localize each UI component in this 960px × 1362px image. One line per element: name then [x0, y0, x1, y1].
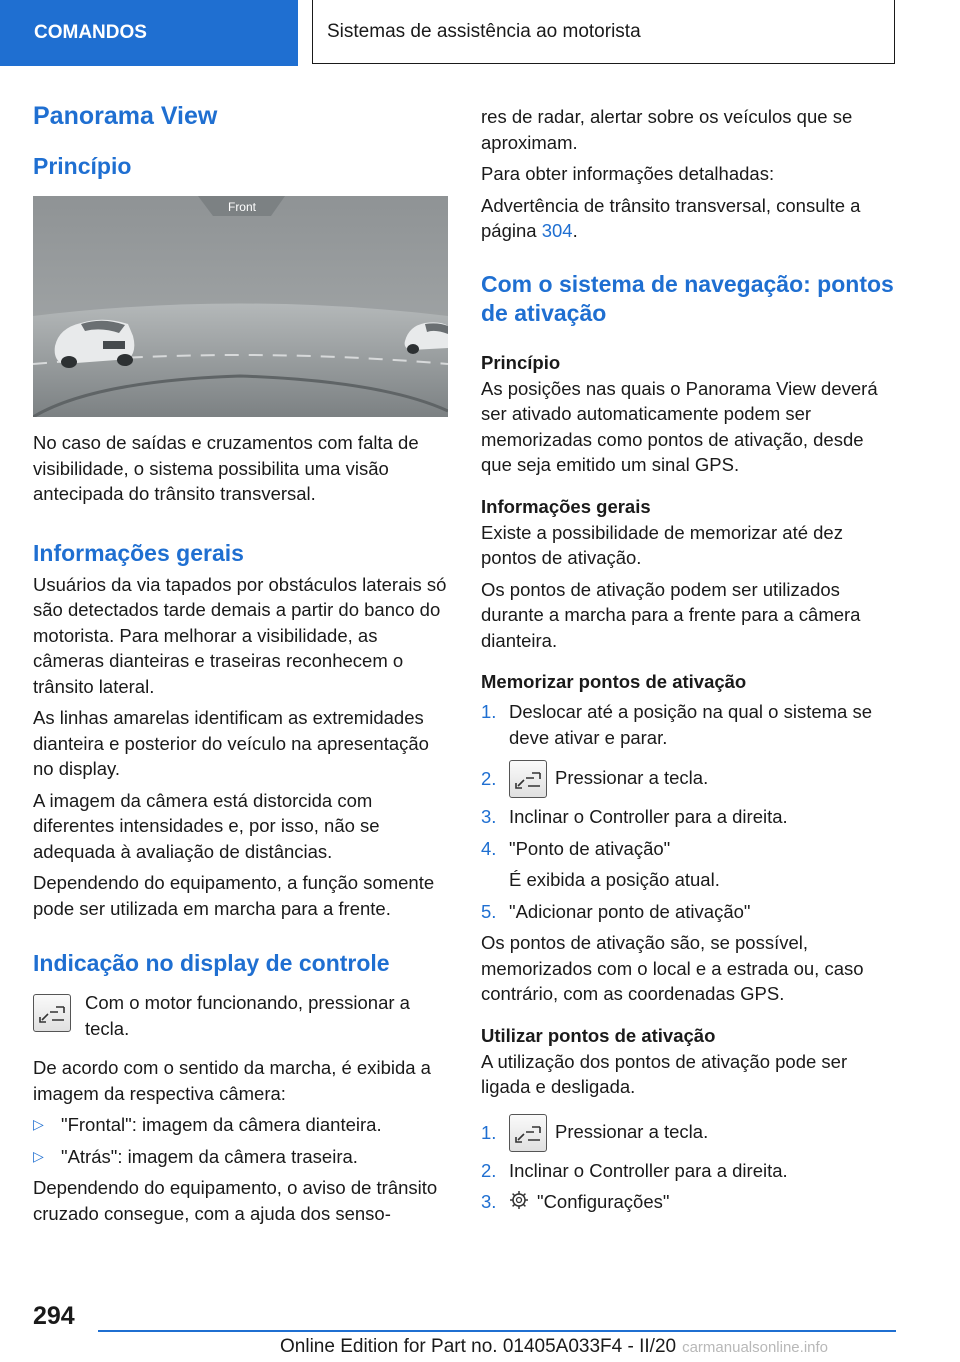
use-steps: [481, 1114, 899, 1217]
triangle-icon: ▷: [33, 1116, 44, 1132]
list-item: ▷ "Atrás": imagem da câmera traseira.: [33, 1144, 448, 1170]
step-item: 2. Pressionar a tecla.: [481, 760, 899, 798]
footer-watermark: carmanualsonline.info: [682, 1339, 828, 1356]
figure-front-label: Front: [227, 200, 257, 214]
continued-p1: res de radar, alertar sobre os veículos que se aproximam.: [481, 106, 853, 153]
nav-general-p1: Existe a possibilidade de memorizar até dez pontos de ativação.: [481, 521, 843, 568]
footer-divider: [98, 1330, 896, 1332]
display-heading: Indicação no display de controle: [33, 950, 390, 976]
principle-heading: Princípio: [33, 153, 132, 179]
navigation-heading: Com o sistema de navegação: pontos de ativação: [481, 270, 894, 326]
use-text: A utilização dos pontos de ativação pode ser ligada e desligada.: [481, 1050, 848, 1097]
camera-key-icon: [509, 760, 547, 798]
page-title: Panorama View: [33, 102, 218, 130]
general-info-p2: As linhas amarelas identificam as extremidades dianteira e posterior do veículo na apresentação no display.: [33, 707, 429, 779]
general-info-p1: Usuários da via tapados por obstáculos laterais só são detectados tarde demais a partir do banco do motorista. Para melhorar a visibilidade, as câmeras dianteiras e traseiras reconhecem o trânsito lateral.: [33, 573, 447, 697]
general-info-p3: A imagem da câmera está distorcida com diferentes intensidades e, por isso, não se adequada à avaliação de distâncias.: [33, 789, 380, 862]
display-p1: De acordo com o sentido da marcha, é exibida a imagem da respectiva câmera:: [33, 1057, 431, 1104]
right-column: [481, 104, 899, 1216]
nav-general-subheading: Informações gerais: [481, 495, 651, 517]
camera-key-icon: [33, 994, 71, 1032]
chapter-tab: [0, 0, 298, 66]
gear-icon: [509, 1190, 531, 1217]
left-column: [33, 100, 448, 1226]
step-item: 3. "Configurações": [481, 1189, 899, 1216]
camera-key-icon: [509, 1114, 547, 1152]
display-key-text: Com o motor funcionando, pressionar a tecla.: [85, 992, 410, 1039]
triangle-icon: ▷: [33, 1147, 44, 1164]
step-item: 3. Inclinar o Controller para a direita.: [481, 806, 788, 827]
page-number: 294: [33, 1302, 75, 1330]
memorize-subheading: Memorizar pontos de ativação: [481, 671, 747, 692]
general-info-heading: Informações gerais: [33, 539, 244, 566]
continued-p2: Para obter informações detalhadas:: [481, 163, 775, 184]
nav-principle-subheading: Princípio: [481, 351, 561, 373]
chapter-label: COMANDOS: [34, 22, 147, 43]
memorize-text: Os pontos de ativação são, se possível, memorizados com o local e a estrada ou, caso contrário, com as coordenadas GPS.: [481, 932, 864, 1004]
section-tab: [312, 0, 895, 64]
footer-edition: Online Edition for Part no. 01405A033F4 - II/20 carmanualsonline.info: [280, 1336, 828, 1357]
step-item: 2. Inclinar o Controller para a direita.: [481, 1159, 788, 1181]
memorize-steps: [481, 699, 899, 924]
step-item: 1. Pressionar a tecla.: [481, 1114, 899, 1152]
nav-principle-text: As posições nas quais o Panorama View deverá ser ativado automaticamente podem ser memorizadas como pontos de ativação, desde que seja emitido um sinal GPS.: [481, 377, 878, 475]
general-info-p4: Dependendo do equipamento, a função somente pode ser utilizada em marcha para a frente.: [33, 872, 435, 919]
continued-p3: Advertência de trânsito transversal, consulte a página 304.: [481, 194, 861, 241]
section-label: Sistemas de assistência ao motorista: [327, 20, 641, 42]
nav-general-p2: Os pontos de ativação podem ser utilizados durante a marcha para a frente para a câmera dianteira.: [481, 578, 861, 651]
panorama-camera-figure: [33, 196, 448, 417]
list-item: ▷ "Frontal": imagem da câmera dianteira.: [33, 1112, 448, 1138]
panorama-camera-illustration: [33, 196, 448, 417]
display-p2: Dependendo do equipamento, o aviso de trânsito cruzado consegue, com a ajuda dos senso-: [33, 1177, 438, 1224]
use-subheading: Utilizar pontos de ativação: [481, 1024, 716, 1046]
step-item: 4. "Ponto de ativação" É exibida a posição atual.: [481, 837, 720, 890]
display-key-row: [33, 990, 448, 1041]
page-header: [0, 0, 960, 66]
camera-bullet-list: [33, 1112, 448, 1169]
step-item: 1. Deslocar até a posição na qual o sistema se deve ativar e parar.: [481, 701, 873, 748]
page-link[interactable]: 304: [541, 220, 573, 241]
principle-text: No caso de saídas e cruzamentos com falta de visibilidade, o sistema possibilita uma visão antecipada do trânsito transversal.: [33, 432, 419, 504]
step-item: 5. "Adicionar ponto de ativação": [481, 900, 751, 922]
